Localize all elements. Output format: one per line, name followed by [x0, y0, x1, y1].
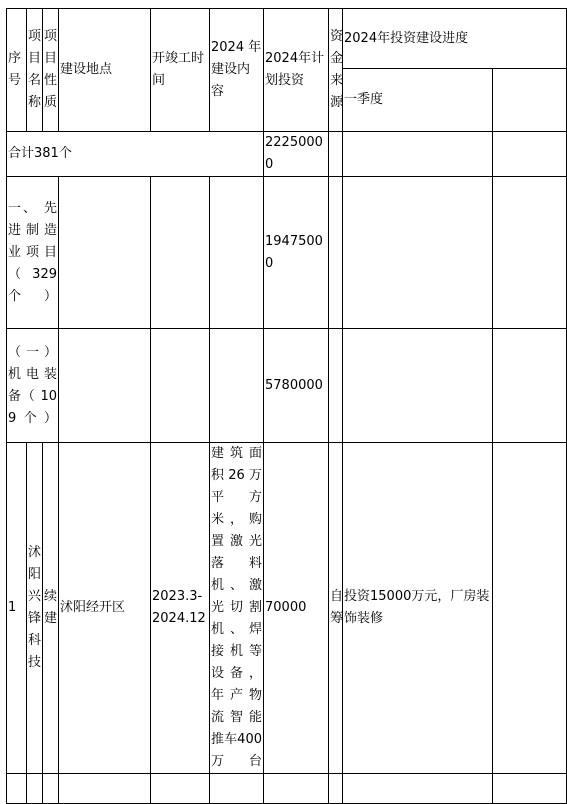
project-q1: 投资15000万元，厂房装饰装修 [343, 443, 493, 774]
empty-cell [264, 774, 329, 804]
header-content: 2024 年建设内容 [210, 9, 264, 132]
empty-cell [329, 177, 343, 329]
empty-cell [493, 774, 567, 804]
empty-cell [7, 774, 27, 804]
subcategory-label: （一）机电装备（ 109个） [7, 329, 59, 443]
category-label: 一、 先进制造业项目（ 329个） [7, 177, 59, 329]
empty-cell [59, 177, 151, 329]
header-nature: 项目性质 [43, 9, 59, 132]
empty-cell [43, 774, 59, 804]
total-plan: 22250000 [264, 132, 329, 177]
project-nature: 续建 [43, 443, 59, 774]
investment-table [6, 8, 567, 804]
empty-cell [493, 443, 567, 774]
empty-cell [151, 177, 210, 329]
empty-cell [343, 774, 493, 804]
empty-cell [329, 132, 343, 177]
category-plan: 19475000 [264, 177, 329, 329]
empty-cell [343, 329, 493, 443]
project-content: 建筑面积26万平方米，购置激光落料机、激光切割机、焊接机等设备，年产物流智能推车400万台 [210, 443, 264, 774]
project-location: 沭阳经开区 [59, 443, 151, 774]
empty-cell [343, 177, 493, 329]
project-source: 自筹 [329, 443, 343, 774]
empty-cell [59, 329, 151, 443]
empty-cell [493, 177, 567, 329]
empty-cell [210, 329, 264, 443]
empty-cell [151, 774, 210, 804]
header-progress: 2024年投资建设进度 [343, 9, 567, 69]
header-next-quarter [493, 69, 567, 132]
project-period: 2023.3-2024.12 [151, 443, 210, 774]
subcategory-plan: 5780000 [264, 329, 329, 443]
project-plan: 70000 [264, 443, 329, 774]
header-name: 项目名称 [27, 9, 43, 132]
header-quarter: 一季度 [343, 69, 493, 132]
empty-cell [210, 774, 264, 804]
empty-cell [343, 132, 493, 177]
header-plan: 2024年计划投资 [264, 9, 329, 132]
empty-cell [493, 329, 567, 443]
total-label: 合计381个 [7, 132, 264, 177]
empty-cell [493, 132, 567, 177]
empty-cell [329, 774, 343, 804]
header-source: 资金来源 [329, 9, 343, 132]
empty-cell [210, 177, 264, 329]
empty-cell [329, 329, 343, 443]
project-seq: 1 [7, 443, 27, 774]
header-location: 建设地点 [59, 9, 151, 132]
empty-cell [151, 329, 210, 443]
header-seq: 序号 [7, 9, 27, 132]
header-period: 开竣工时间 [151, 9, 210, 132]
empty-cell [59, 774, 151, 804]
empty-cell [27, 774, 43, 804]
project-name: 沭阳兴锋科技 [27, 443, 43, 774]
